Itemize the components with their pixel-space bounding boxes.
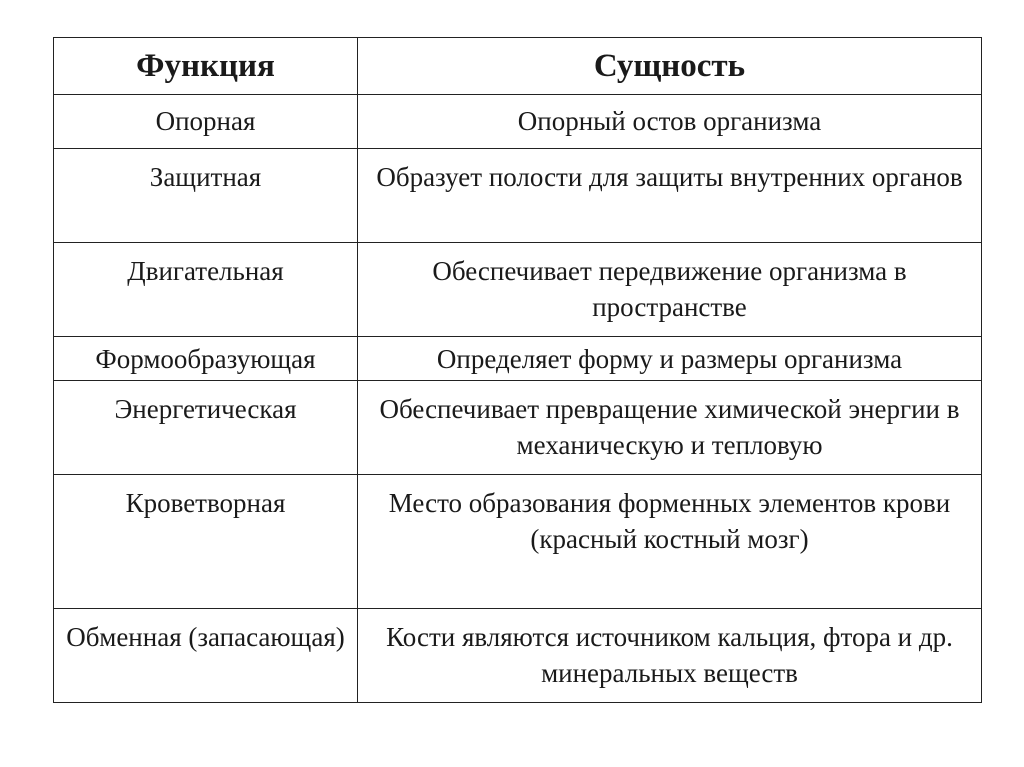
function-cell: Обменная (запасающая) (54, 609, 358, 703)
essence-cell: Место образования форменных элементов крови (красный костный мозг) (358, 475, 982, 609)
table-header-row (54, 38, 982, 95)
essence-cell: Опорный остов организма (358, 95, 982, 149)
table-row (54, 475, 982, 609)
essence-cell: Обеспечивает передвижение организма в пространстве (358, 243, 982, 337)
function-cell: Опорная (54, 95, 358, 149)
table-row (54, 243, 982, 337)
function-cell: Формообразующая (54, 337, 358, 381)
function-cell: Двигательная (54, 243, 358, 337)
table-row (54, 337, 982, 381)
table-row (54, 149, 982, 243)
header-essence: Сущность (358, 38, 982, 95)
function-cell: Энергетическая (54, 381, 358, 475)
essence-cell: Кости являются источником кальция, фтора и др. минеральных веществ (358, 609, 982, 703)
essence-cell: Обеспечивает превращение химической энергии в механическую и тепловую (358, 381, 982, 475)
function-cell: Кроветворная (54, 475, 358, 609)
functions-table (53, 37, 982, 703)
essence-cell: Образует полости для защиты внутренних органов (358, 149, 982, 243)
table-row (54, 381, 982, 475)
function-cell: Защитная (54, 149, 358, 243)
header-function: Функция (54, 38, 358, 95)
table-row (54, 609, 982, 703)
essence-cell: Определяет форму и размеры организма (358, 337, 982, 381)
table-row (54, 95, 982, 149)
